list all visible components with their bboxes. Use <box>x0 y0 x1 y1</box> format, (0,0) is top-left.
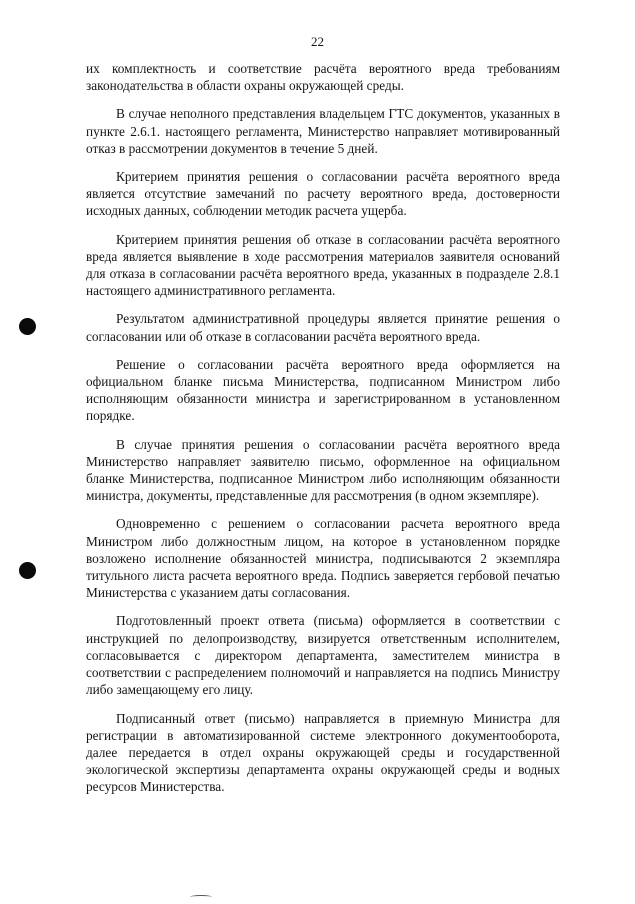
scan-artifact-mark <box>190 895 212 899</box>
punch-hole-mark <box>19 318 36 335</box>
paragraph: Подготовленный проект ответа (письма) оформляется в соответствии с инструкцией по делопроизводству, визируется ответственным исполнителем, согласовывается с директором департамента, заместителем министра в соответствии с распределением полномочий и направляется на подпись Министру либо замещающему его лицу. <box>86 613 560 698</box>
paragraph: Одновременно с решением о согласовании расчета вероятного вреда Министром либо должностным лицом, на которое в установленном порядке возложено исполнение обязанностей министра, подписываются 2 экземпляра титульного листа расчета вероятного вреда. Подпись заверяется гербовой печатью Министерства с указанием даты согласования. <box>86 516 560 601</box>
paragraph: Подписанный ответ (письмо) направляется в приемную Министра для регистрации в автоматизированной системе электронного документооборота, далее передается в отдел охраны окружающей среды и государственной экологической экспертизы департамента охраны окружающей среды и водных ресурсов Министерства. <box>86 710 560 795</box>
paragraph: их комплектность и соответствие расчёта вероятного вреда требованиям законодательства в области охраны окружающей среды. <box>86 61 560 94</box>
paragraph: В случае принятия решения о согласовании расчёта вероятного вреда Министерство направляет заявителю письмо, оформленное на официальном бланке Министерства, подписанное Министром либо исполняющим обязанности министра, документы, представленные для рассмотрения (в одном экземпляре). <box>86 436 560 504</box>
paragraph: Критерием принятия решения о согласовании расчёта вероятного вреда является отсутствие замечаний по расчету вероятного вреда, достоверности исходных данных, соблюдении методик расчета ущерба. <box>86 169 560 219</box>
paragraph: Решение о согласовании расчёта вероятного вреда оформляется на официальном бланке письма Министерства, подписанном Министром либо исполняющим обязанности министра и зарегистрированном в установленном порядке. <box>86 356 560 424</box>
paragraph: Результатом административной процедуры является принятие решения о согласовании или об отказе в согласовании расчёта вероятного вреда. <box>86 311 560 344</box>
punch-hole-mark <box>19 562 36 579</box>
document-body <box>86 60 560 807</box>
page-number: 22 <box>311 34 324 49</box>
paragraph: В случае неполного представления владельцем ГТС документов, указанных в пункте 2.6.1. настоящего регламента, Министерство направляет мотивированный отказ в рассмотрении документов в течение 5 дней. <box>86 106 560 156</box>
paragraph: Критерием принятия решения об отказе в согласовании расчёта вероятного вреда является выявление в ходе рассмотрения материалов заявителя оснований для отказа в согласовании расчёта вероятного вреда, указанных в подразделе 2.8.1 настоящего административного регламента. <box>86 231 560 299</box>
